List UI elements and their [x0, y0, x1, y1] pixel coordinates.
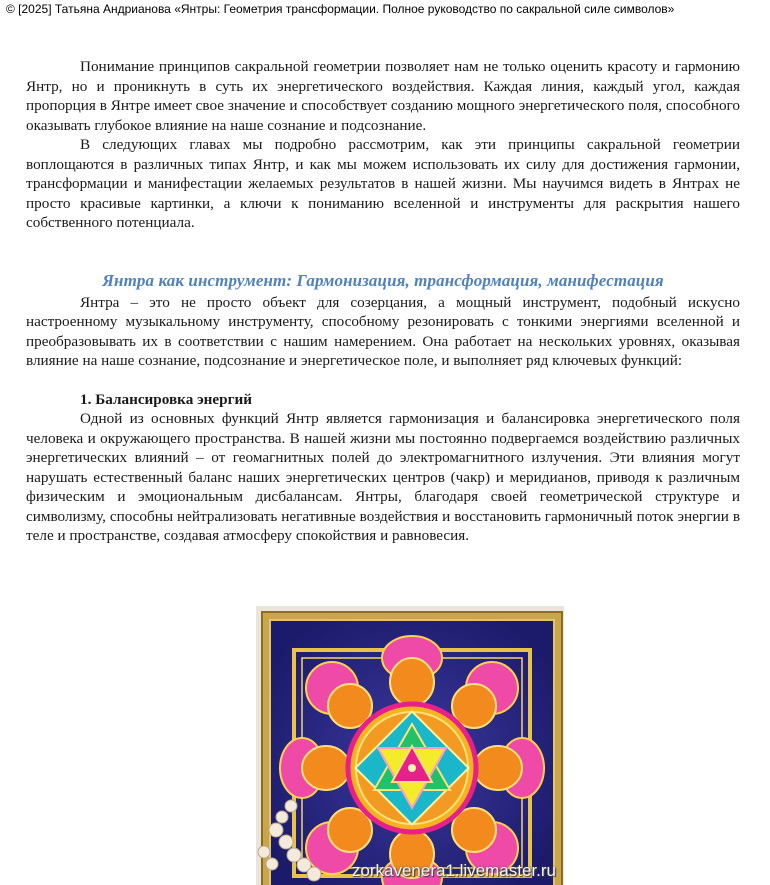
subsection-paragraph: Одной из основных функций Янтр является гармонизация и балансировка энергетического поля человека и окружающего пространства. В нашей жизни мы постоянно подвергаемся воздействию различных энергетических влияний – от геомагнитных полей до электромагнитного излучения. Эти влияния могут нарушать естественный баланс наших энергетических центров (чакр) и меридианов, приводя к различным физическим и эмоциональным дисбалансам. Янтры, благодаря своей геометрической структуре и символизму, способны нейтрализовать негативные воздействия и восстановить гармоничный поток энергии в теле и пространстве, создавая атмосферу спокойствия и равновесия.: [26, 410, 740, 544]
intro-paragraph: Понимание принципов сакральной геометрии позволяет нам не только оценить красоту и гармонию Янтр, но и проникнуть в суть их энергетического воздействия. Каждая линия, каждый угол, каждая пропорция в Янтре имеет свое значение и способствует созданию мощного энергетического поля, способного оказывать глубокое влияние на наше сознание и подсознание.: [26, 58, 740, 134]
yantra-illustration: [256, 606, 564, 885]
section-paragraph: Янтра – это не просто объект для созерцания, а мощный инструмент, подобный искусно настроенному музыкальному инструменту, способному резонировать с тонкими энергиями вселенной и преобразовывать их в соответствии с нашим намерением. Она работает на нескольких уровнях, оказывая влияние на наше сознание, подсознание и энергетическое поле, и выполняет ряд ключевых функций:: [26, 293, 740, 369]
document-header: © [2025] Татьяна Андрианова «Янтры: Геометрия трансформации. Полное руководство по сакральной силе символов»: [6, 2, 675, 16]
page-body: [26, 57, 740, 546]
section-heading: Янтра как инструмент: Гармонизация, трансформация, манифестация: [102, 270, 664, 290]
image-watermark: zorkavenera1.livemaster.ru: [351, 861, 556, 880]
subsection-heading: 1. Балансировка энергий: [80, 390, 252, 408]
yantra-image: [256, 606, 564, 885]
intro-paragraph: В следующих главах мы подробно рассмотрим, как эти принципы сакральной геометрии воплощаются в различных типах Янтр, и как мы можем использовать их силу для достижения гармонии, трансформации и манифестации желаемых результатов в нашей жизни. Мы научимся видеть в Янтрах не просто красивые картинки, а ключи к пониманию вселенной и инструменты для раскрытия нашего собственного потенциала.: [26, 136, 740, 231]
